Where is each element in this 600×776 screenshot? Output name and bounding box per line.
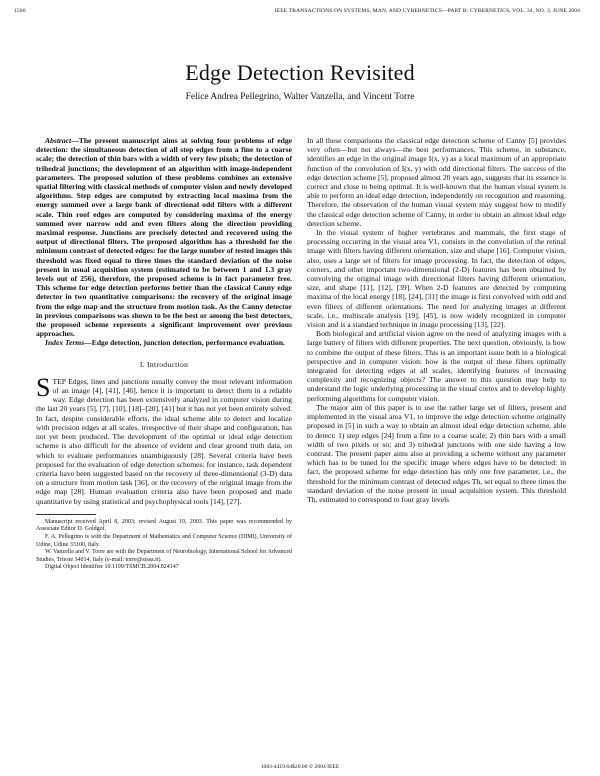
left-column <box>36 136 292 572</box>
intro-paragraph-text: TEP Edges, lines and junctions usually convey the most relevant information of an image [4], [41], [46], hence it is important to detect them in a reliable way. Edge detection has been extensively analyzed in computer vision during the last 20 years [5], [7], [10], [18]–[20], [41] but it has not yet been entirely solved. In fact, despite considerable efforts, the ideal scheme able to detect and localize with precision edges at all scales, irrespective of their shape and configuration, has not yet been produced. The development of the optimal or ideal edge detection scheme is also difficult for the absence of evident and clear ground truth data, on which to evaluate performances unambiguously [28]. Several criteria have been proposed for the evaluation of edge detection schemes: for instance, task dependent criteria have been suggested based on the recovery of three-dimensional (3-D) data on a structure from motion task [36], or the recovery of the original image from the edge map [28]. Human evaluation criteria also have been proposed and made quantitative by using statistical and psychophysical tools [14], [27]. <box>36 376 292 506</box>
footnote-rule <box>36 514 96 515</box>
index-terms-lead: Index Terms <box>45 338 85 348</box>
body-paragraph: In the visual system of higher vertebrates and mammals, the first stage of processing occurring in the visual area V1, consists in the convolution of the retinal image with filters having different orientation, size and shape [16]. Computer vision, also, uses a large set of filters for image processing. In fact, the detection of edges, corners, and other important two-dimensional (2-D) features has been obtained by convolving the original image with directional filters having different orientation, size, and shape [11], [12], [39]. When 2-D features are detected by computing maxima of the local energy [18], [24], [31] the image is first convolved with odd and even filters of different orientations. The need for analyzing images at different scale, i.e., multiscale analysis [19], [45], is now widely recognized in computer vision and is a standard technique in image processing [13], [22]. <box>307 228 566 330</box>
paper-title: Edge Detection Revisited <box>185 60 415 85</box>
section-heading-introduction: I. Introduction <box>139 359 189 369</box>
abstract <box>36 136 292 338</box>
footnote-doi: Digital Object Identifier 10.1109/TSMCB.2004.824147 <box>45 564 179 571</box>
abstract-text: —The present manuscript aims at solving four problems of edge detection: the simultaneous detection of all step edges from a fine to a coarse scale; the detection of thin bars with a width of very few pixels; the detection of trihedral junctions; the development of an algorithm with image-independent parameters. The proposed solution of these problems combines an extensive spatial filtering with classical methods of computer vision and newly developed algorithms. Step edges are computed by extracting local maxima from the energy summed over a large bank of directional odd filters with a different scale. Thin roof edges are computed by considering maxima of the energy summed over narrow odd and even filters along the direction providing maximal response. Junctions are precisely detected and recovered using the output of directional filters. The proposed algorithm has a threshold for the minimum contrast of detected edges: for the large number of tested images this threshold was fixed equal to three times the standard deviation of the noise present in usual acquisition system (estimated to be between 1 and 1.3 gray levels out of 256), therefore, the proposed scheme is in fact parameter free. This scheme for edge detection performs better than the classical Canny edge detector in two quantitative comparisons: the recovery of the original image from the edge map and the structure from motion task. As the Canny detector in previous comparisons was shown to be the best or among the best detectors, the proposed scheme represents a significant improvement over previous approaches. <box>36 136 292 339</box>
index-terms <box>36 338 292 347</box>
page-number: 1500 <box>14 8 26 14</box>
footnote-vanzella-torre: W. Vanzella and V. Torre are with the Department of Neurobiology, International School for Advanced Studies, Trieste 34014, Italy (e-mail: torre@sissa.it). <box>36 549 292 563</box>
body-paragraph: Both biological and artificial vision agree on the need of analyzing images with a large battery of filters with different properties. The next question, obviously, is how to combine the output of these filters. This is an important issue both in a biological perspective and in computer vision: how is the output of these filters optimally integrated for detecting edges at all scales, identifying features of increasing complexity and recognizing objects? The answer to this question may help to understand the logic underlying processing in the visual cortex and to develop highly performing algorithms for computer vision. <box>307 329 566 403</box>
body-paragraph: The major aim of this paper is to use the rather large set of filters, present and implemented in the visual area V1, to improve the edge detection scheme originally proposed in [5] in such a way to obtain an almost ideal edge detection scheme, able to detect: 1) step edges [24] from a fine to a coarse scale; 2) thin bars with a small width of two pixels or so; and 3) trihedral junctions with one side having a low contrast. The present paper aims also at providing a scheme without any parameter which has to be tuned for the specific image where edges have to be detected: in fact, the proposed scheme for edge detection has only one free parameter, i.e., the threshold for the minimum contrast of detected edges Th, set equal to three times the standard deviation of the noise present in usual acquisition system. This threshold Th, estimated to correspond to four gray levels <box>307 402 566 504</box>
footnote-manuscript: Manuscript received April 8, 2003; revised August 19, 2003. This paper was recommended by Associate Editor D. Goldgof. <box>36 518 292 533</box>
right-column <box>307 136 566 504</box>
footnote-pellegrino: F. A. Pellegrino is with the Department of Mathematics and Computer Science (DIMI), University of Udine, Udine 33100, Italy. <box>36 533 292 548</box>
copyright-line: 1083-4419/04$20.00 © 2004 IEEE <box>260 764 340 770</box>
body-paragraph: In all these comparisons the classical edge detection scheme of Canny [5] provides very often—but not always—the best performances. This scheme, in substance, identifies an edge in the original image I(x, y) as a local maximum of an appropriate function of the convolution of I(x, y) with odd directional filters. The success of the edge detection scheme [5], proposed almost 20 years ago, suggests that its essence is correct and close to being optimal. It is well-known that the human visual system is able to perform an ideal edge detection, independently on recognition and reasoning. Therefore, the observation of the human visual system may suggest how to modify the classical edge detection scheme of Canny, in order to obtain an almost ideal edge detection scheme. <box>307 136 566 228</box>
index-terms-text: —Edge detection, junction detection, performance evaluation. <box>84 338 285 348</box>
intro-paragraph <box>36 372 292 506</box>
drop-cap: S <box>36 372 51 402</box>
abstract-lead: Abstract <box>45 136 72 145</box>
journal-name: IEEE TRANSACTIONS ON SYSTEMS, MAN, AND CYBERNETICS—PART B: CYBERNETICS, VOL. 34, NO. 3, JUNE 2004 <box>274 8 580 14</box>
paper-authors: Felice Andrea Pellegrino, Walter Vanzella, and Vincent Torre <box>185 92 415 102</box>
footnotes <box>36 519 292 572</box>
running-head <box>14 8 580 14</box>
